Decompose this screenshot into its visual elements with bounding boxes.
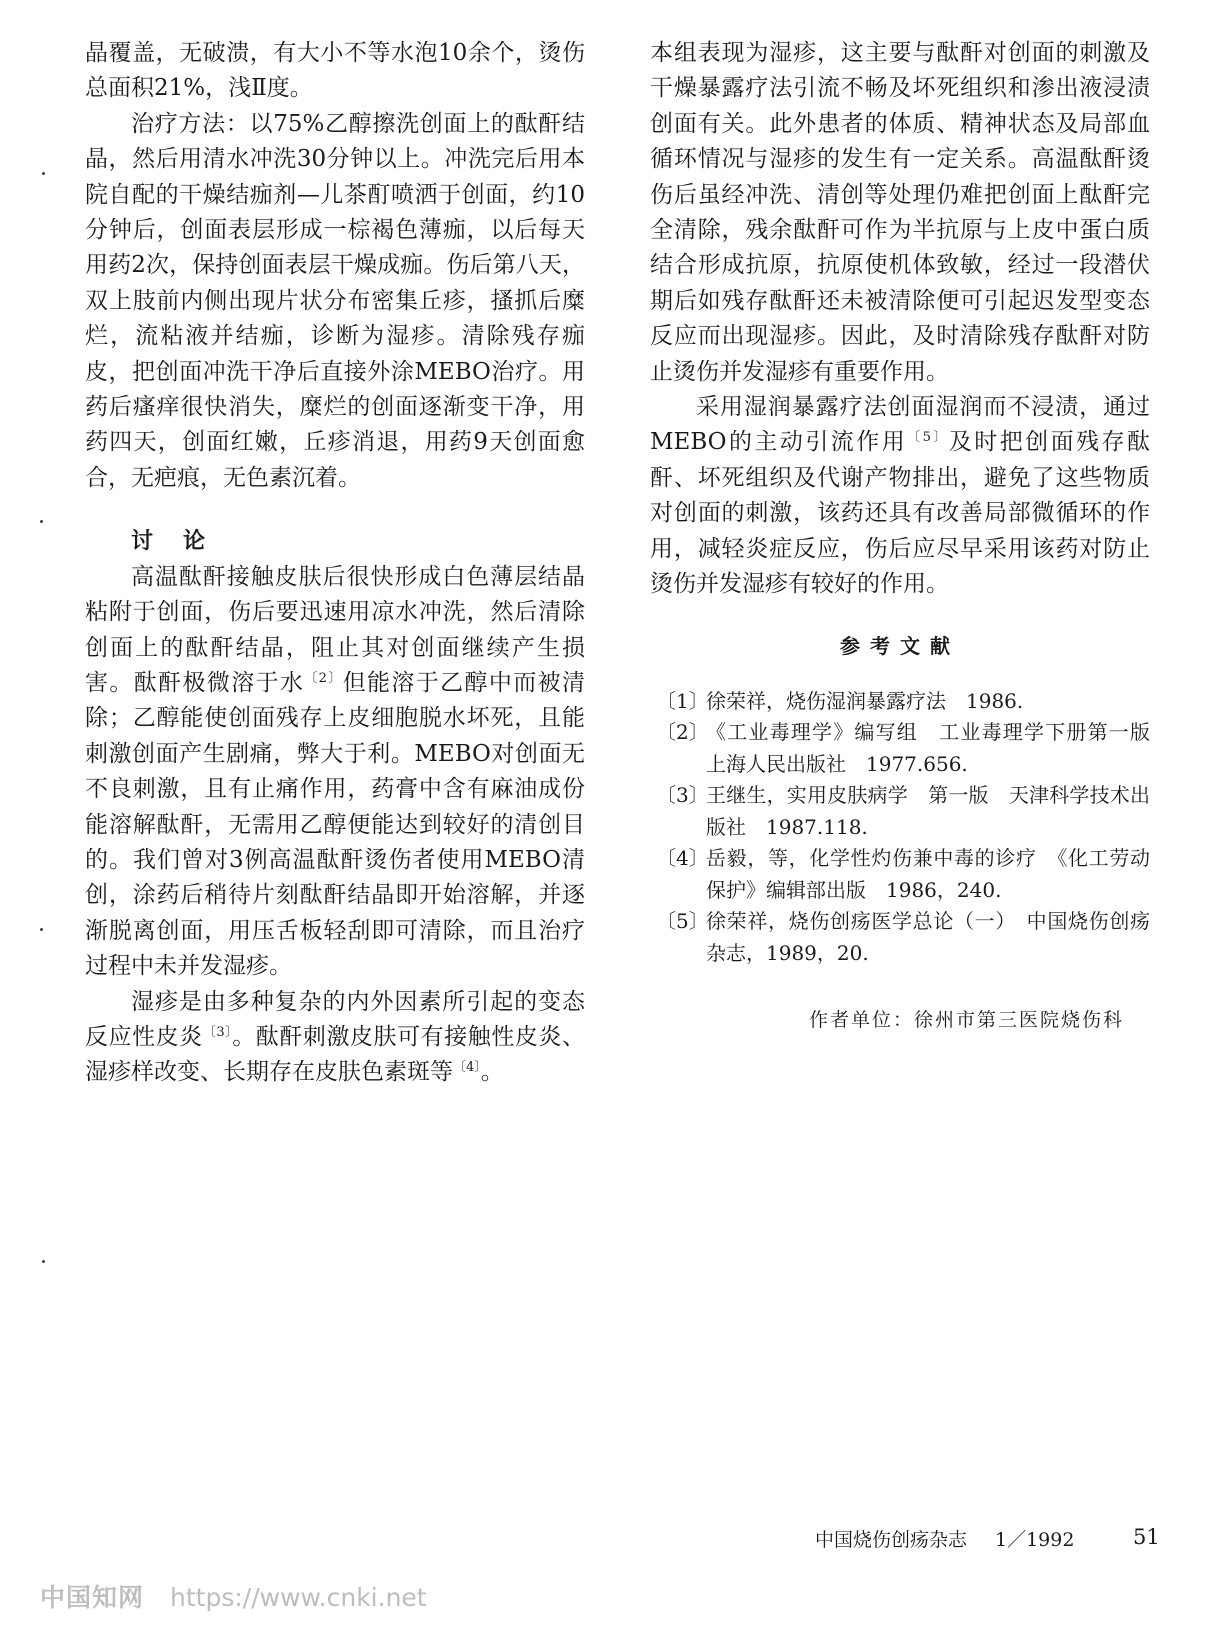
citation-ref: 〔4〕 xyxy=(453,1060,481,1076)
body-paragraph: 本组表现为湿疹，这主要与酞酐对创面的刺激及干燥暴露疗法引流不畅及坏死组织和渗出液浸渍创面有关。此外患者的体质、精神状态及局部血循环情况与湿疹的发生有一定关系。高温酞酐烫伤后虽经冲洗、清创等处理仍难把创面上酞酐完全清除，残余酞酐可作为半抗原与上皮中蛋白质结合形成抗原，抗原使机体致敏，经过一段潜伏期后如残存酞酐还未被清除便可引起迟发型变态反应而出现湿疹。因此，及时清除残存酞酐对防止烫伤并发湿疹有重要作用。 xyxy=(650,40,1150,385)
discussion-text: 高温酞酐接触皮肤后很快形成白色薄层结晶粘附于创面，伤后要迅速用凉水冲洗，然后清除创面上的酞酐结晶，阻止其对创面继续产生损害。酞酐极微溶于水 xyxy=(85,563,585,696)
reference-item xyxy=(650,686,1150,718)
scan-speck xyxy=(42,172,45,175)
watermark-site-name: 中国知网 xyxy=(40,1583,145,1612)
reference-text: 《工业毒理学》编写组 工业毒理学下册第一版 上海人民出版社 1977.656. xyxy=(706,720,1170,776)
citation-ref: 〔2〕 xyxy=(304,670,343,686)
body-text: 及时把创面残存酞酐、坏死组织及代谢产物排出，避免了这些物质对创面的刺激，该药还具有改善局部微循环的作用，减轻炎症反应，伤后应尽早采用该药对防止烫伤并发湿疹有较好的作用。 xyxy=(650,429,1150,598)
reference-number: 〔1〕 xyxy=(656,688,709,713)
author-affiliation: 作者单位：徐州市第三医院烧伤科 xyxy=(808,1009,1124,1032)
reference-text: 徐荣祥，烧伤湿润暴露疗法 1986. xyxy=(706,688,1024,713)
reference-item xyxy=(650,780,1150,843)
discussion-text: 但能溶于乙醇中而被清除；乙醇能使创面残存上皮细胞脱水坏死，且能刺激创面产生剧痛，弊大于利。MEBO对创面无不良刺激，且有止痛作用，药膏中含有麻油成份能溶解酞酐，无需用乙醇便能达到较好的清创目的。我们曾对3例高温酞酐烫伤者使用MEBO清创，涂药后稍待片刻酞酐结晶即开始溶解，并逐渐脱离创面，用压舌板轻刮即可清除，而且治疗过程中未并发湿疹。 xyxy=(85,669,585,980)
footer-journal-name: 中国烧伤创疡杂志 xyxy=(815,1529,968,1551)
cnki-watermark xyxy=(40,1578,427,1614)
citation-ref: 〔3〕 xyxy=(202,1024,233,1040)
reference-text: 岳毅，等，化学性灼伤兼中毒的诊疗 《化工劳动保护》编辑部出版 1986，240. xyxy=(706,846,1150,902)
reference-number: 〔5〕 xyxy=(656,909,709,934)
citation-ref: 〔5〕 xyxy=(907,430,949,446)
section-heading-discussion: 讨论 xyxy=(131,529,236,555)
reference-text: 徐荣祥，烧伤创疡医学总论（一） 中国烧伤创疡杂志，1989，20. xyxy=(706,909,1150,965)
page-number: 51 xyxy=(1133,1525,1160,1549)
body-paragraph xyxy=(650,390,1150,602)
watermark-url[interactable]: https://www.cnki.net xyxy=(170,1583,427,1612)
reference-text: 王继生，实用皮肤病学 第一版 天津科学技术出版社 1987.118. xyxy=(706,783,1150,839)
reference-item xyxy=(650,717,1170,780)
scan-speck xyxy=(40,928,43,931)
discussion-text: 湿疹是由多种复杂的内外因素所引起的变态反应性皮炎 xyxy=(85,988,585,1050)
discussion-paragraph xyxy=(85,560,585,985)
right-column xyxy=(650,36,1170,1039)
references-title: 参考文献 xyxy=(840,633,960,658)
reference-number: 〔3〕 xyxy=(656,783,709,808)
discussion-text: 。酞酐刺激皮肤可有接触性皮炎、湿疹样改变、长期存在皮肤色素斑等 xyxy=(85,1023,585,1086)
reference-number: 〔4〕 xyxy=(656,846,709,871)
discussion-text: 。 xyxy=(480,1059,504,1086)
left-column xyxy=(85,36,585,1091)
body-paragraph: 晶覆盖，无破溃，有大小不等水泡10余个，烫伤总面积21%，浅Ⅱ度。 xyxy=(85,40,585,102)
reference-item xyxy=(650,843,1150,906)
reference-list xyxy=(650,686,1170,970)
footer-issue: 1／1992 xyxy=(995,1529,1075,1551)
reference-item xyxy=(650,906,1150,969)
scan-speck xyxy=(40,520,43,523)
treatment-paragraph: 治疗方法：以75%乙醇擦洗创面上的酞酐结晶，然后用清水冲洗30分钟以上。冲洗完后用本院自配的干燥结痂剂—儿茶酊喷洒于创面，约10分钟后，创面表层形成一棕褐色薄痂，以后每天用药2次，保持创面表层干燥成痂。伤后第八天，双上肢前内侧出现片状分布密集丘疹，搔抓后糜烂，流粘液并结痂，诊断为湿疹。清除残存痂皮，把创面冲洗干净后直接外涂MEBO治疗。用药后瘙痒很快消失，糜烂的创面逐渐变干净，用药四天，创面红嫩，丘疹消退，用药9天创面愈合，无疤痕，无色素沉着。 xyxy=(85,110,585,491)
discussion-paragraph xyxy=(85,985,585,1091)
scan-speck xyxy=(42,1260,45,1263)
reference-number: 〔2〕 xyxy=(656,720,709,745)
body-text: 采用湿润暴露疗法创面湿润而不浸渍，通过MEBO的主动引流作用 xyxy=(650,394,1150,456)
